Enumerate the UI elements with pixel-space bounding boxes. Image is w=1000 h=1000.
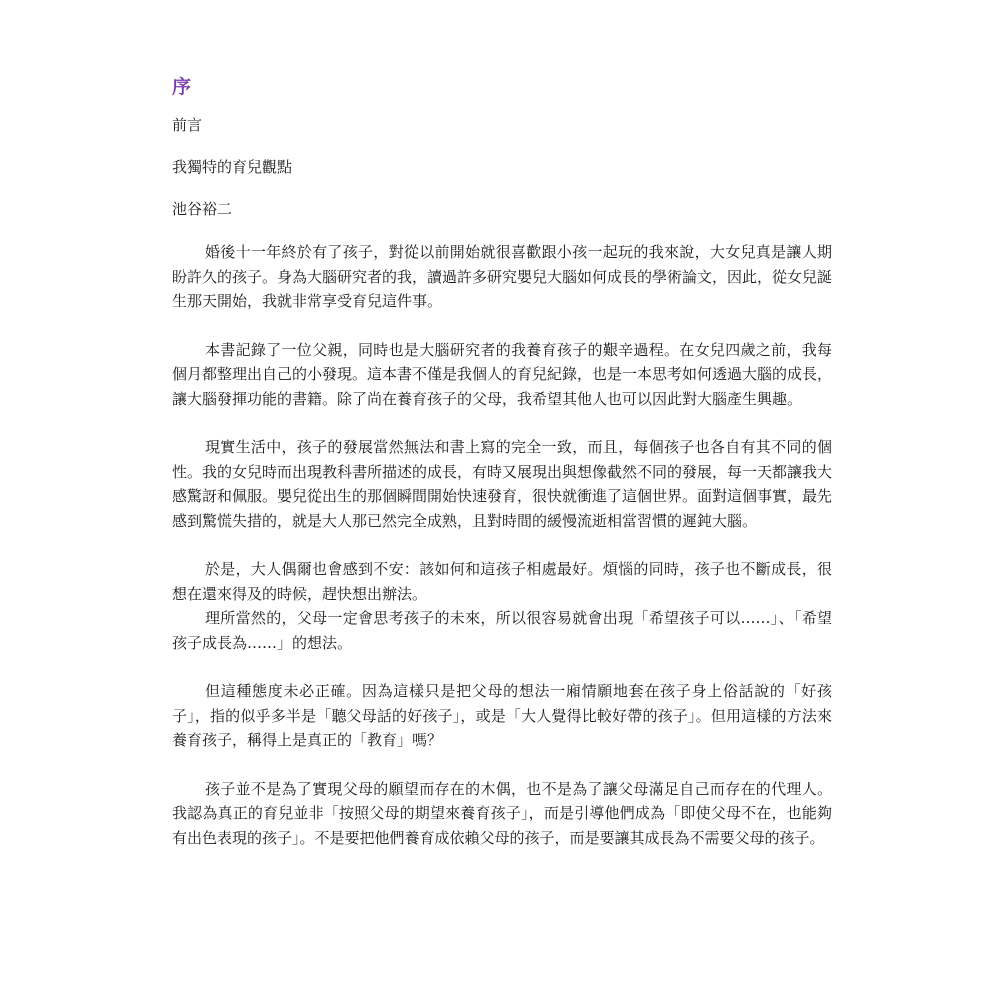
paragraph-5: 理所當然的，父母一定會思考孩子的未來，所以很容易就會出現「希望孩子可以……」、「希望孩子成長為……」的想法。 <box>172 609 832 652</box>
paragraph-1: 婚後十一年終於有了孩子，對從以前開始就很喜歡跟小孩一起玩的我來說，大女兒真是讓人期盼許久的孩子。身為大腦研究者的我，讀過許多研究嬰兒大腦如何成長的學術論文，因此，從女兒誕生那天開始，我就非常享受育兒這件事。 <box>172 243 833 310</box>
paragraph-6: 但這種態度未必正確。因為這樣只是把父母的想法一廂情願地套在孩子身上俗話說的「好孩子」，指的似乎多半是「聽父母話的好孩子」，或是「大人覺得比較好帶的孩子」。但用這樣的方法來養育孩子，稱得上是真正的「教育」嗎？ <box>172 682 832 749</box>
page-title: 序 <box>172 76 192 98</box>
paragraph-4: 於是，大人偶爾也會感到不安：該如何和這孩子相處最好。煩惱的同時，孩子也不斷成長，很想在還來得及的時候，趕快想出辦法。 <box>172 560 832 603</box>
paragraph-3: 現實生活中，孩子的發展當然無法和書上寫的完全一致，而且，每個孩子也各自有其不同的個性。我的女兒時而出現教科書所描述的成長，有時又展現出與想像截然不同的發展，每一天都讓我大感驚訝和佩服。嬰兒從出生的那個瞬間開始快速發育，很快就衝進了這個世界。面對這個事實，最先感到驚慌失措的，就是大人那已然完全成熟，且對時間的緩慢流逝相當習慣的遲鈍大腦。 <box>172 438 833 530</box>
author-name: 池谷裕二 <box>172 200 233 218</box>
preface-label: 前言 <box>172 116 203 134</box>
paragraph-7: 孩子並不是為了實現父母的願望而存在的木偶，也不是為了讓父母滿足自己而存在的代理人。我認為真正的育兒並非「按照父母的期望來養育孩子」，而是引導他們成為「即使父母不在，也能夠有出色表現的孩子」。不是要把他們養育成依賴父母的孩子，而是要讓其成長為不需要父母的孩子。 <box>172 779 832 847</box>
section-heading: 我獨特的育兒觀點 <box>172 158 293 176</box>
document-body <box>172 72 832 874</box>
paragraph-2: 本書記錄了一位父親，同時也是大腦研究者的我養育孩子的艱辛過程。在女兒四歲之前，我每個月都整理出自己的小發現。這本書不僅是我個人的育兒紀錄，也是一本思考如何透過大腦的成長，讓大腦發揮功能的書籍。除了尚在養育孩子的父母，我希望其他人也可以因此對大腦產生興趣。 <box>172 340 833 408</box>
